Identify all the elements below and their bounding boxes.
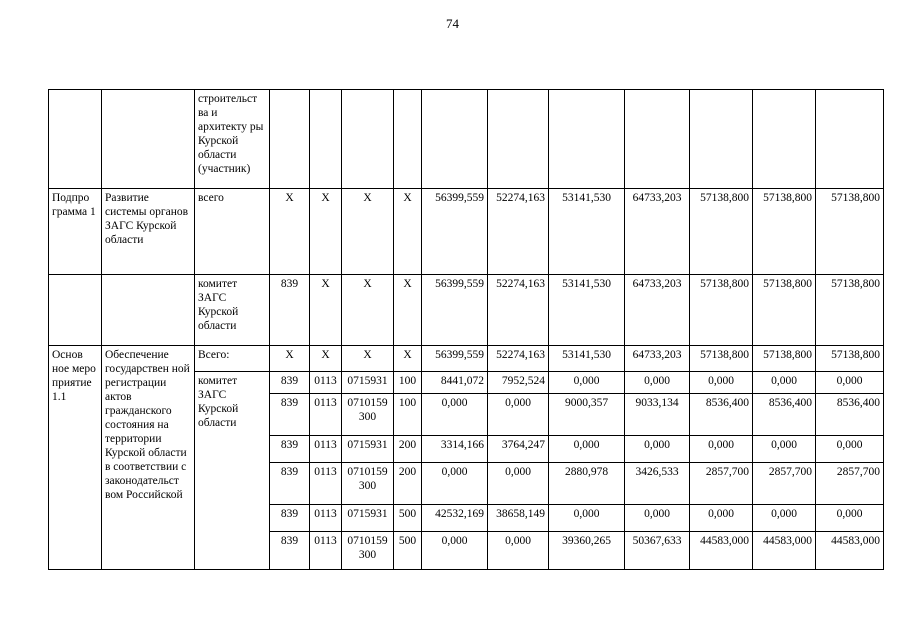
value-cell: 56399,559 <box>422 346 488 372</box>
grbs-cell: 839 <box>270 532 310 570</box>
value-cell: 2857,700 <box>690 463 753 505</box>
vr-cell: Х <box>394 346 422 372</box>
vr-cell: Х <box>394 275 422 346</box>
value-cell: 53141,530 <box>549 275 625 346</box>
value-cell: 0,000 <box>690 372 753 394</box>
executor-cell: комитет ЗАГС Курской области <box>195 372 270 570</box>
rzpr-cell: 0113 <box>310 505 342 532</box>
value-cell: 8536,400 <box>690 394 753 436</box>
value-cell: 44583,000 <box>690 532 753 570</box>
grbs-cell: 839 <box>270 372 310 394</box>
value-cell: 57138,800 <box>690 275 753 346</box>
value-cell: 8536,400 <box>753 394 816 436</box>
value-cell: 38658,149 <box>488 505 549 532</box>
value-cell: 0,000 <box>488 394 549 436</box>
csr-cell: Х <box>342 189 394 275</box>
value-cell: 0,000 <box>690 505 753 532</box>
value-cell: 56399,559 <box>422 275 488 346</box>
executor-cell: комитет ЗАГС Курской области <box>195 275 270 346</box>
csr-cell: 0715931 <box>342 436 394 463</box>
executor-cell: строительст ва и архитекту ры Курской области (участник) <box>195 90 270 189</box>
grbs-cell: Х <box>270 346 310 372</box>
value-cell: 9000,357 <box>549 394 625 436</box>
value-cell: 9033,134 <box>625 394 690 436</box>
value-cell: 53141,530 <box>549 189 625 275</box>
value-cell: 57138,800 <box>816 275 884 346</box>
table-row <box>49 189 884 275</box>
value-cell: 64733,203 <box>625 189 690 275</box>
table-row <box>49 275 884 346</box>
program-cell <box>49 275 102 346</box>
value-cell: 0,000 <box>753 372 816 394</box>
value-cell: 8441,072 <box>422 372 488 394</box>
value-cell: 0,000 <box>816 505 884 532</box>
name-cell <box>102 275 195 346</box>
value-cell: 57138,800 <box>753 275 816 346</box>
value-cell: 44583,000 <box>753 532 816 570</box>
value-cell: 64733,203 <box>625 275 690 346</box>
value-cell: 0,000 <box>488 463 549 505</box>
name-cell: Обеспечение государствен ной регистрации актов гражданского состояния на территории Курской области в соответствии с законодательст вом Российской <box>102 346 195 570</box>
vr-cell: 200 <box>394 436 422 463</box>
grbs-cell: 839 <box>270 505 310 532</box>
value-cell: 0,000 <box>422 394 488 436</box>
rzpr-cell: Х <box>310 189 342 275</box>
rzpr-cell: 0113 <box>310 532 342 570</box>
value-cell: 0,000 <box>816 436 884 463</box>
program-cell: Подпро грамма 1 <box>49 189 102 275</box>
csr-cell: Х <box>342 275 394 346</box>
value-cell: 57138,800 <box>753 189 816 275</box>
rzpr-cell: Х <box>310 275 342 346</box>
value-cell: 0,000 <box>625 372 690 394</box>
value-cell: 64733,203 <box>625 346 690 372</box>
value-cell: 52274,163 <box>488 346 549 372</box>
grbs-cell: 839 <box>270 436 310 463</box>
value-cell: 0,000 <box>422 463 488 505</box>
value-cell: 0,000 <box>690 436 753 463</box>
value-cell: 53141,530 <box>549 346 625 372</box>
value-cell: 0,000 <box>753 436 816 463</box>
value-cell: 0,000 <box>816 372 884 394</box>
value-cell: 0,000 <box>549 372 625 394</box>
value-cell: 57138,800 <box>816 346 884 372</box>
value-cell: 57138,800 <box>816 189 884 275</box>
vr-cell: 100 <box>394 394 422 436</box>
grbs-cell: Х <box>270 189 310 275</box>
value-cell: 52274,163 <box>488 275 549 346</box>
value-cell: 57138,800 <box>690 346 753 372</box>
value-cell: 42532,169 <box>422 505 488 532</box>
vr-cell: 500 <box>394 532 422 570</box>
vr-cell: 500 <box>394 505 422 532</box>
rzpr-cell: 0113 <box>310 463 342 505</box>
executor-cell: Всего: <box>195 346 270 372</box>
name-cell: Развитие системы органов ЗАГС Курской области <box>102 189 195 275</box>
value-cell: 0,000 <box>549 436 625 463</box>
vr-cell: 100 <box>394 372 422 394</box>
value-cell: 0,000 <box>625 505 690 532</box>
vr-cell: Х <box>394 189 422 275</box>
grbs-cell: 839 <box>270 394 310 436</box>
table-row <box>49 90 884 189</box>
value-cell: 8536,400 <box>816 394 884 436</box>
value-cell: 52274,163 <box>488 189 549 275</box>
value-cell: 2857,700 <box>753 463 816 505</box>
page-number: 74 <box>446 16 459 31</box>
grbs-cell: 839 <box>270 275 310 346</box>
executor-cell: всего <box>195 189 270 275</box>
value-cell: 3426,533 <box>625 463 690 505</box>
value-cell: 3764,247 <box>488 436 549 463</box>
value-cell: 0,000 <box>422 532 488 570</box>
rzpr-cell: Х <box>310 346 342 372</box>
value-cell: 3314,166 <box>422 436 488 463</box>
value-cell: 2880,978 <box>549 463 625 505</box>
csr-cell: Х <box>342 346 394 372</box>
value-cell: 56399,559 <box>422 189 488 275</box>
value-cell: 57138,800 <box>753 346 816 372</box>
value-cell: 50367,633 <box>625 532 690 570</box>
value-cell: 57138,800 <box>690 189 753 275</box>
grbs-cell: 839 <box>270 463 310 505</box>
csr-cell: 0710159 300 <box>342 463 394 505</box>
value-cell: 39360,265 <box>549 532 625 570</box>
csr-cell: 0710159 300 <box>342 532 394 570</box>
value-cell: 0,000 <box>488 532 549 570</box>
rzpr-cell: 0113 <box>310 394 342 436</box>
csr-cell: 0715931 <box>342 505 394 532</box>
vr-cell: 200 <box>394 463 422 505</box>
csr-cell: 0715931 <box>342 372 394 394</box>
value-cell: 0,000 <box>625 436 690 463</box>
table-row <box>49 346 884 372</box>
budget-table <box>48 89 884 570</box>
value-cell: 0,000 <box>549 505 625 532</box>
value-cell: 2857,700 <box>816 463 884 505</box>
value-cell: 7952,524 <box>488 372 549 394</box>
csr-cell: 0710159 300 <box>342 394 394 436</box>
rzpr-cell: 0113 <box>310 372 342 394</box>
program-cell: Основ ное меро приятие 1.1 <box>49 346 102 570</box>
rzpr-cell: 0113 <box>310 436 342 463</box>
name-cell <box>102 90 195 189</box>
program-cell <box>49 90 102 189</box>
value-cell: 44583,000 <box>816 532 884 570</box>
value-cell: 0,000 <box>753 505 816 532</box>
